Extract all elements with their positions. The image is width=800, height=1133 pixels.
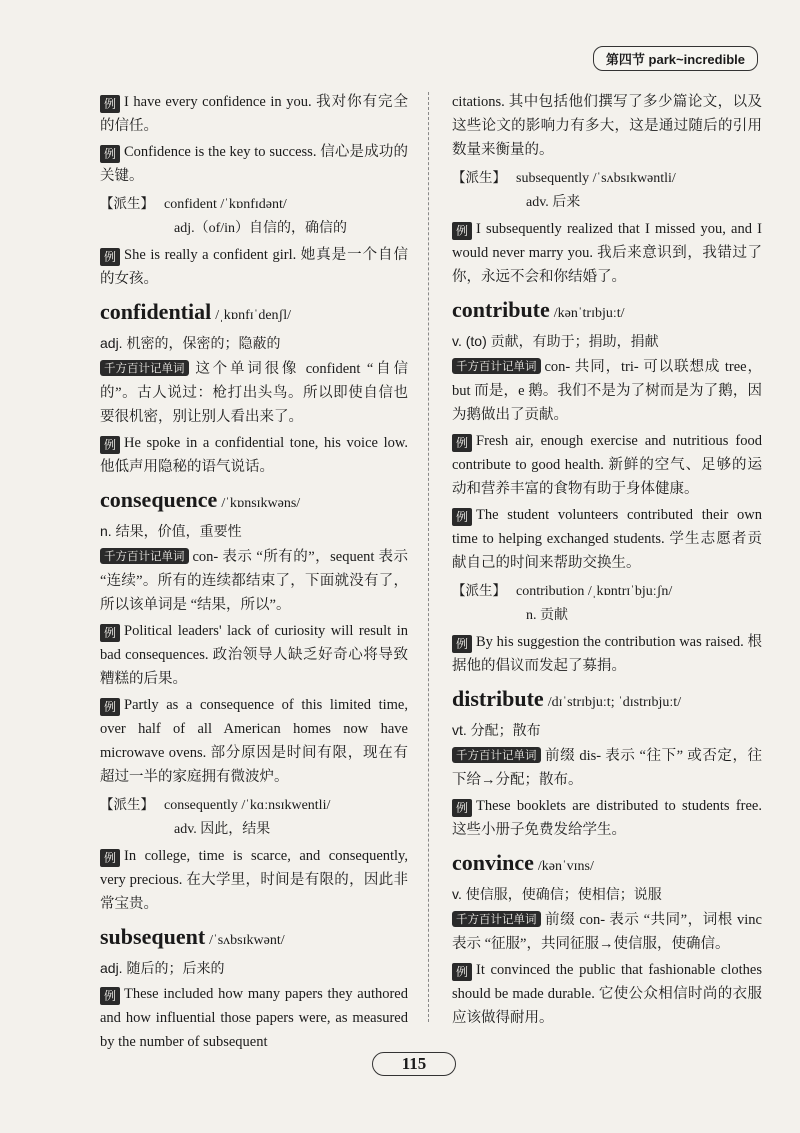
part-of-speech: vt. 分配；散布 <box>452 722 541 738</box>
example-icon: 例 <box>100 624 120 642</box>
mnemonic-text: 前缀 dis- 表示 “往下” 或否定，往下给→分配；散布。 <box>452 748 762 788</box>
example-icon: 例 <box>100 95 120 113</box>
headword: confidential <box>100 299 212 324</box>
mnemonic-badge: 千方百计记单词 <box>100 548 189 564</box>
continued-text: citations. 其中包括他们撰写了多少篇论文，以及这些论文的影响力有多大，这是通过随后的引用数量来衡量的。 <box>452 94 762 158</box>
mnemonic-badge: 千方百计记单词 <box>452 747 541 763</box>
mnemonic-text: con- 表示 “所有的”，sequent 表示 “连续”。所有的连续都结束了，下面就没有了，所以该单词是 “结果，所以”。 <box>100 549 408 613</box>
example-sentence <box>452 958 762 1030</box>
part-of-speech: n. 结果，价值，重要性 <box>100 523 242 539</box>
example-sentence <box>100 431 408 479</box>
example-text: I have every confidence in you. 我对你有完全的信任。 <box>100 94 408 134</box>
derivative-definition: adj.（of/in）自信的，确信的 <box>174 221 348 236</box>
example-icon: 例 <box>100 436 120 454</box>
page-number: 115 <box>372 1052 456 1076</box>
example-sentence <box>100 982 408 1054</box>
example-text: It convinced the public that fashionable clothes should be made durable. 它使公众相信时尚的衣服应该做得耐用。 <box>452 962 762 1026</box>
mnemonic-text: con- 共同，tri- 可以联想成 tree，but 而是，e 鹅。我们不是为了树而是为了鹅，因为鹅做出了贡献。 <box>452 359 762 423</box>
entry-heading <box>452 295 762 329</box>
mnemonic <box>100 357 408 429</box>
left-column <box>100 88 408 1056</box>
mnemonic <box>452 744 762 792</box>
example-sentence <box>452 794 762 842</box>
derivative-word: consequently /ˈkɑːnsɪkwentli/ <box>164 798 331 813</box>
section-header: 第四节 park~incredible <box>593 46 758 71</box>
right-column <box>452 88 762 1032</box>
example-icon: 例 <box>100 698 120 716</box>
headword: consequence <box>100 487 218 512</box>
example-icon: 例 <box>100 987 120 1005</box>
entry-heading <box>100 297 408 331</box>
phonetic: /ˈsʌbsɪkwənt/ <box>209 933 285 948</box>
example-icon: 例 <box>452 635 472 653</box>
part-of-speech: adj. 随后的；后来的 <box>100 960 225 976</box>
example-icon: 例 <box>100 145 120 163</box>
example-sentence <box>100 90 408 138</box>
example-text: She is really a confident girl. 她真是一个自信的女孩。 <box>100 247 408 287</box>
derivative <box>452 166 762 215</box>
part-of-speech: v. 使信服，使确信；使相信；说服 <box>452 886 662 902</box>
mnemonic <box>452 908 762 956</box>
example-text: Political leaders' lack of curiosity will result in bad consequences. 政治领导人缺乏好奇心将导致糟糕的后果。 <box>100 623 408 687</box>
derivative-definition: adv. 后来 <box>526 195 581 210</box>
example-sentence <box>452 503 762 575</box>
phonetic: /ˈkɒnsɪkwəns/ <box>221 496 301 511</box>
example-icon: 例 <box>452 222 472 240</box>
headword: contribute <box>452 297 550 322</box>
mnemonic <box>100 545 408 617</box>
example-sentence <box>100 693 408 789</box>
headword: convince <box>452 850 534 875</box>
derivative-tag: 【派生】 <box>100 196 154 212</box>
derivative-word: confident /ˈkɒnfɪdənt/ <box>164 197 287 212</box>
phonetic: /ˌkɒnfɪˈdenʃl/ <box>215 308 291 323</box>
example-icon: 例 <box>452 508 472 526</box>
example-sentence <box>452 630 762 678</box>
example-icon: 例 <box>100 248 120 266</box>
example-text: These booklets are distributed to students free. 这些小册子免费发给学生。 <box>452 798 762 838</box>
part-of-speech: v. (to) 贡献，有助于；捐助，捐献 <box>452 333 659 349</box>
mnemonic-text: 这个单词很像 confident “自信的”。古人说过：枪打出头鸟。所以即使自信也要很机密，别让别人看出来了。 <box>100 361 408 425</box>
entry-heading <box>100 922 408 956</box>
derivative-word: subsequently /ˈsʌbsɪkwəntli/ <box>516 171 676 186</box>
example-text: Fresh air, enough exercise and nutritious food contribute to good health. 新鲜的空气、足够的运动和营养丰富的食物有助于身体健康。 <box>452 433 762 497</box>
derivative-definition: n. 贡献 <box>526 608 568 623</box>
example-sentence <box>100 844 408 916</box>
mnemonic-text: 前缀 con- 表示 “共同”，词根 vinc 表示 “征服”，共同征服→使信服，使确信。 <box>452 912 762 952</box>
example-text: I subsequently realized that I missed you, and I would never marry you. 我后来意识到，我错过了你，永远不会和你结婚了。 <box>452 221 762 285</box>
part-of-speech: adj. 机密的，保密的；隐蔽的 <box>100 335 281 351</box>
example-text: By his suggestion the contribution was raised. 根据他的倡议而发起了募捐。 <box>452 634 762 674</box>
mnemonic <box>452 355 762 427</box>
example-text: Partly as a consequence of this limited time, over half of all American homes now have microwave ovens. 部分原因是时间有限，现在有超过一半的家庭拥有微波炉。 <box>100 697 408 785</box>
example-icon: 例 <box>452 963 472 981</box>
example-sentence <box>452 429 762 501</box>
derivative <box>100 793 408 842</box>
entry-heading <box>452 684 762 718</box>
headword: distribute <box>452 686 544 711</box>
phonetic: /dɪˈstrɪbjuːt; ˈdɪstrɪbjuːt/ <box>547 695 682 710</box>
derivative <box>100 192 408 241</box>
derivative-word: contribution /ˌkɒntrɪˈbjuːʃn/ <box>516 584 673 599</box>
example-text: These included how many papers they authored and how influential those papers were, as measured by the number of subsequent <box>100 986 408 1050</box>
derivative-tag: 【派生】 <box>452 170 506 186</box>
entry-heading <box>100 485 408 519</box>
phonetic: /kənˈvɪns/ <box>537 859 594 874</box>
example-text: Confidence is the key to success. 信心是成功的关键。 <box>100 144 408 184</box>
example-text: He spoke in a confidential tone, his voice low. 他低声用隐秘的语气说话。 <box>100 435 408 475</box>
derivative-tag: 【派生】 <box>452 583 506 599</box>
example-sentence <box>100 619 408 691</box>
example-icon: 例 <box>100 849 120 867</box>
derivative-tag: 【派生】 <box>100 797 154 813</box>
headword: subsequent <box>100 924 206 949</box>
entry-heading <box>452 848 762 882</box>
derivative <box>452 579 762 628</box>
example-sentence <box>100 243 408 291</box>
derivative-definition: adv. 因此，结果 <box>174 822 271 837</box>
mnemonic-badge: 千方百计记单词 <box>100 360 189 376</box>
example-sentence <box>452 217 762 289</box>
mnemonic-badge: 千方百计记单词 <box>452 358 541 374</box>
phonetic: /kənˈtrɪbjuːt/ <box>553 306 625 321</box>
example-icon: 例 <box>452 799 472 817</box>
mnemonic-badge: 千方百计记单词 <box>452 911 541 927</box>
example-text: In college, time is scarce, and consequently, very precious. 在大学里，时间是有限的，因此非常宝贵。 <box>100 848 408 912</box>
example-text: The student volunteers contributed their own time to helping exchanged students. 学生志愿者贡献自己的时间来帮助交换生。 <box>452 507 762 571</box>
example-sentence <box>100 140 408 188</box>
example-icon: 例 <box>452 434 472 452</box>
column-divider <box>428 92 429 1022</box>
